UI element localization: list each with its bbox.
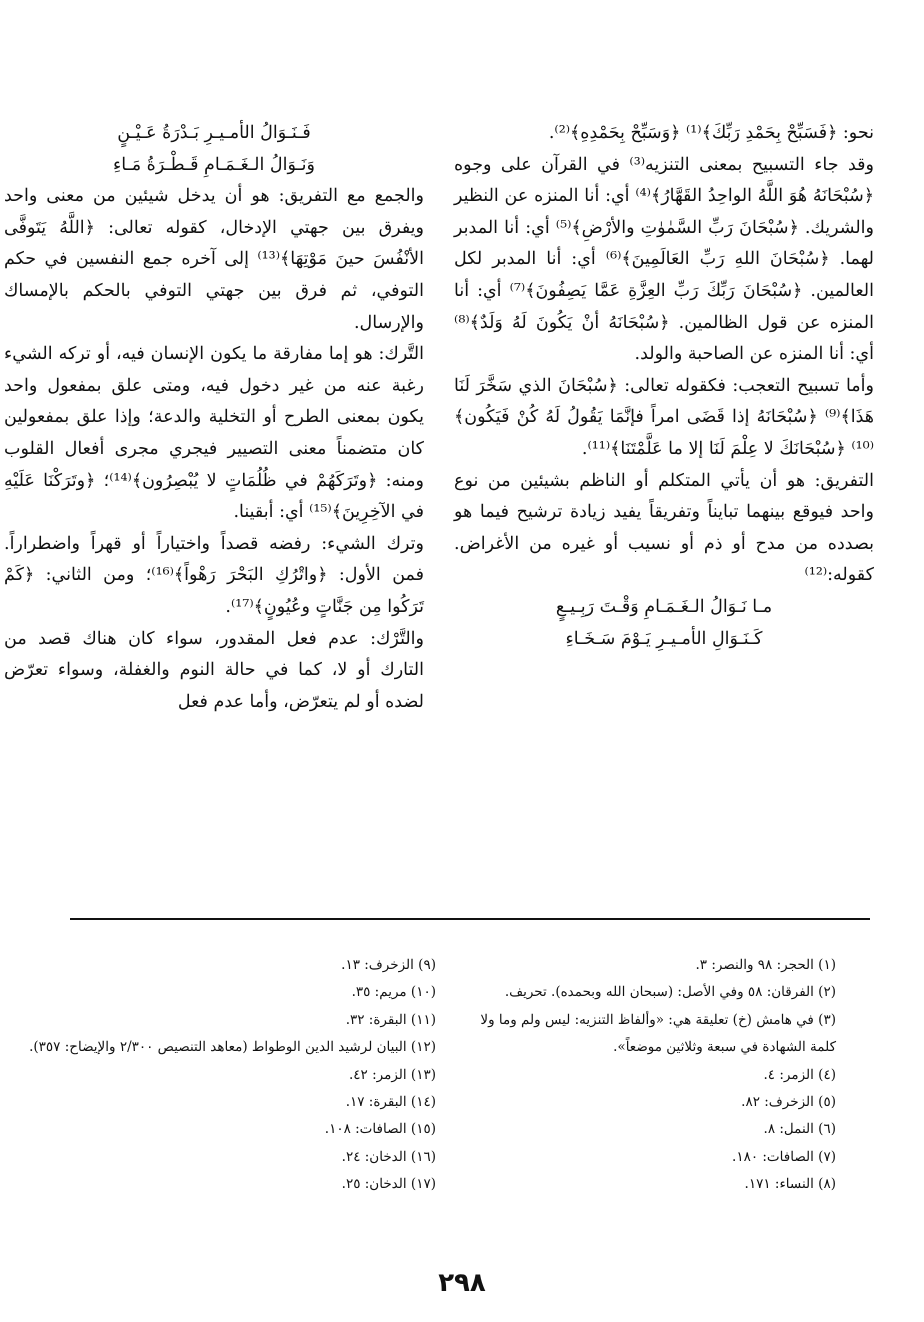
footnote: (١٤) البقرة: ١٧. [345,1094,436,1111]
paragraph: والتَّرْك: عدم فعل المقدور، سواء كان هناك قصد من التارك أو لا، كما في حالة النوم والغفلة، وسواء تعرّض لضده أو لم يتعرّض، وأما عدم فعل [4,628,424,712]
right-text-column [454,118,874,655]
footnote: (٥) الزخرف: ٨٢. [741,1094,836,1111]
paragraph: التفريق: هو أن يأتي المتكلم أو الناظم بشيئين من نوع واحد فيوقع بينهما تبايناً وتفريقاً يفيد زيادة ترشيح فيما هو بصدده من مدح أو ذم أو نسيب أو غيره من الأغراض. كقوله:⁽¹²⁾ [454,470,874,586]
page-number: ٢٩٨ [438,1268,486,1298]
footnote: (١) الحجر: ٩٨ والنصر: ٣. [695,957,836,973]
verse-line: فَـنَـوَالُ الأمـيـرِ بَـدْرَةُ عَـيْـنٍ [117,123,311,143]
footnote: (١٣) الزمر: ٤٢. [349,1066,436,1083]
paragraph: التَّرك: هو إما مفارقة ما يكون الإنسان فيه، أو تركه الشيء رغبة عنه من غير دخول فيه، ومتى علق بمفعول واحد يكون بمعنى الطرح أو التخلية والدعة؛ وإذا علق بمفعولين كان متضمناً معنى التصيير فيجري مجرى أفعال القلوب ومنه: ﴿وتَرَكَهُمْ في ظُلُمَاتٍ لا يُبْصِرُون﴾⁽¹⁴⁾؛ ﴿وتَرَكْنَا عَلَيْهِ في الآخِرِينَ﴾⁽¹⁵⁾ أي: أبقينا. [4,344,425,523]
footnotes-left [16,952,436,1199]
left-text-column [4,118,424,718]
paragraph: وأما تسبيح التعجب: فكقوله تعالى: ﴿سُبْحَانَ الذي سَخَّرَ لَنَا هَذَا﴾⁽⁹⁾ ﴿سُبْحَانَهُ إذا قَضَى امراً فإنَّمَا يَقُولُ لَهُ كُنْ فَيَكُون﴾⁽¹⁰⁾ ﴿سُبْحَانَكَ لا عِلْمَ لَنَا إلا ما عَلَّمْتَنَا﴾⁽¹¹⁾. [454,375,874,459]
footnote-separator [70,918,870,920]
paragraph: نحو: ﴿فَسَبِّحْ بِحَمْدِ رَبِّكَ﴾⁽¹⁾ ﴿وَسَبِّحْ بِحَمْدِهِ﴾⁽²⁾. [548,123,874,143]
footnote: (٤) الزمر: ٤. [763,1066,836,1083]
footnote: (٨) النساء: ١٧١. [744,1176,836,1193]
footnote: (١١) البقرة: ٣٢. [345,1011,436,1028]
footnote: (١٦) الدخان: ٢٤. [341,1148,436,1165]
footnote: (٢) الفرقان: ٥٨ وفي الأصل: (سبحان الله وبحمده). تحريف. [504,984,836,1001]
paragraph: وترك الشيء: رفضه قصداً واختياراً أو قهراً واضطراراً. فمن الأول: ﴿واتْرُكِ البَحْرَ رَهْواً﴾⁽¹⁶⁾؛ ومن الثاني: ﴿كَمْ تَرَكُوا مِن جَنَّاتٍ وعُيُونٍ﴾⁽¹⁷⁾. [4,533,424,617]
verse-line: مـا نَـوَالُ الـغَـمَـامِ وَقْـتَ رَبِـيـعٍ [555,596,773,617]
footnotes-right [456,952,836,1199]
footnote: (٩) الزخرف: ١٣. [341,957,436,973]
footnote: (١٥) الصافات: ١٠٨. [324,1121,436,1138]
paragraph: والجمع مع التفريق: هو أن يدخل شيئين من معنى واحد ويفرق بين جهتي الإدخال، كقوله تعالى: ﴿اللَّهُ يَتَوفَّى الأنْفُسَ حينَ مَوْتِهَا﴾⁽¹³⁾ إلى آخره جمع النفسين في حكم التوفي، ثم فرق بين جهتي التوفي بالحكم بالإمساك والإرسال. [4,186,424,333]
verse-line: كَـنَـوَالِ الأمـيـرِ يَـوْمَ سَـخَـاءِ [565,628,763,649]
footnote: (٦) النمل: ٨. [763,1121,836,1138]
footnote: (٣) في هامش (خ) تعليقة هي: «وألفاظ التنزيه: ليس ولم وما ولا كلمة الشهادة في سبعة وثلاثين موضعاً». [480,1011,836,1056]
footnote: (١٧) الدخان: ٢٥. [341,1176,436,1193]
verse-line: وَنَـوَالُ الـغَـمَـامِ قَـطْـرَةُ مَـاءِ [113,154,315,175]
footnote: (٧) الصافات: ١٨٠. [732,1148,836,1165]
footnote: (١٠) مريم: ٣٥. [351,984,436,1001]
footnote: (١٢) البيان لرشيد الدين الوطواط (معاهد التنصيص ٢/٣٠٠ والإيضاح: ٣٥٧). [29,1039,436,1056]
paragraph: وقد جاء التسبيح بمعنى التنزيه⁽³⁾ في القرآن على وجوه ﴿سُبْحَانَهُ هُوَ اللَّهُ الواحِدُ القَهَّارُ﴾⁽⁴⁾ أي: أنا المنزه عن النظير والشريك. ﴿سُبْحَانَ رَبِّ السَّمٰوٰتِ والأرْضِ﴾⁽⁵⁾ أي: أنا المدبر لهما. ﴿سُبْحَانَ اللهِ رَبِّ العَالَمِينَ﴾⁽⁶⁾ أي: أنا المدبر لكل العالمين. ﴿سُبْحَانَ رَبِّكَ رَبِّ العِزَّةِ عَمَّا يَصِفُونَ﴾⁽⁷⁾ أي: أنا المنزه عن قول الظالمين. ﴿سُبْحَانَهُ أنْ يَكُونَ لَهُ وَلَدٌ﴾⁽⁸⁾ أي: أنا المنزه عن الصاحبة والولد. [454,154,874,365]
